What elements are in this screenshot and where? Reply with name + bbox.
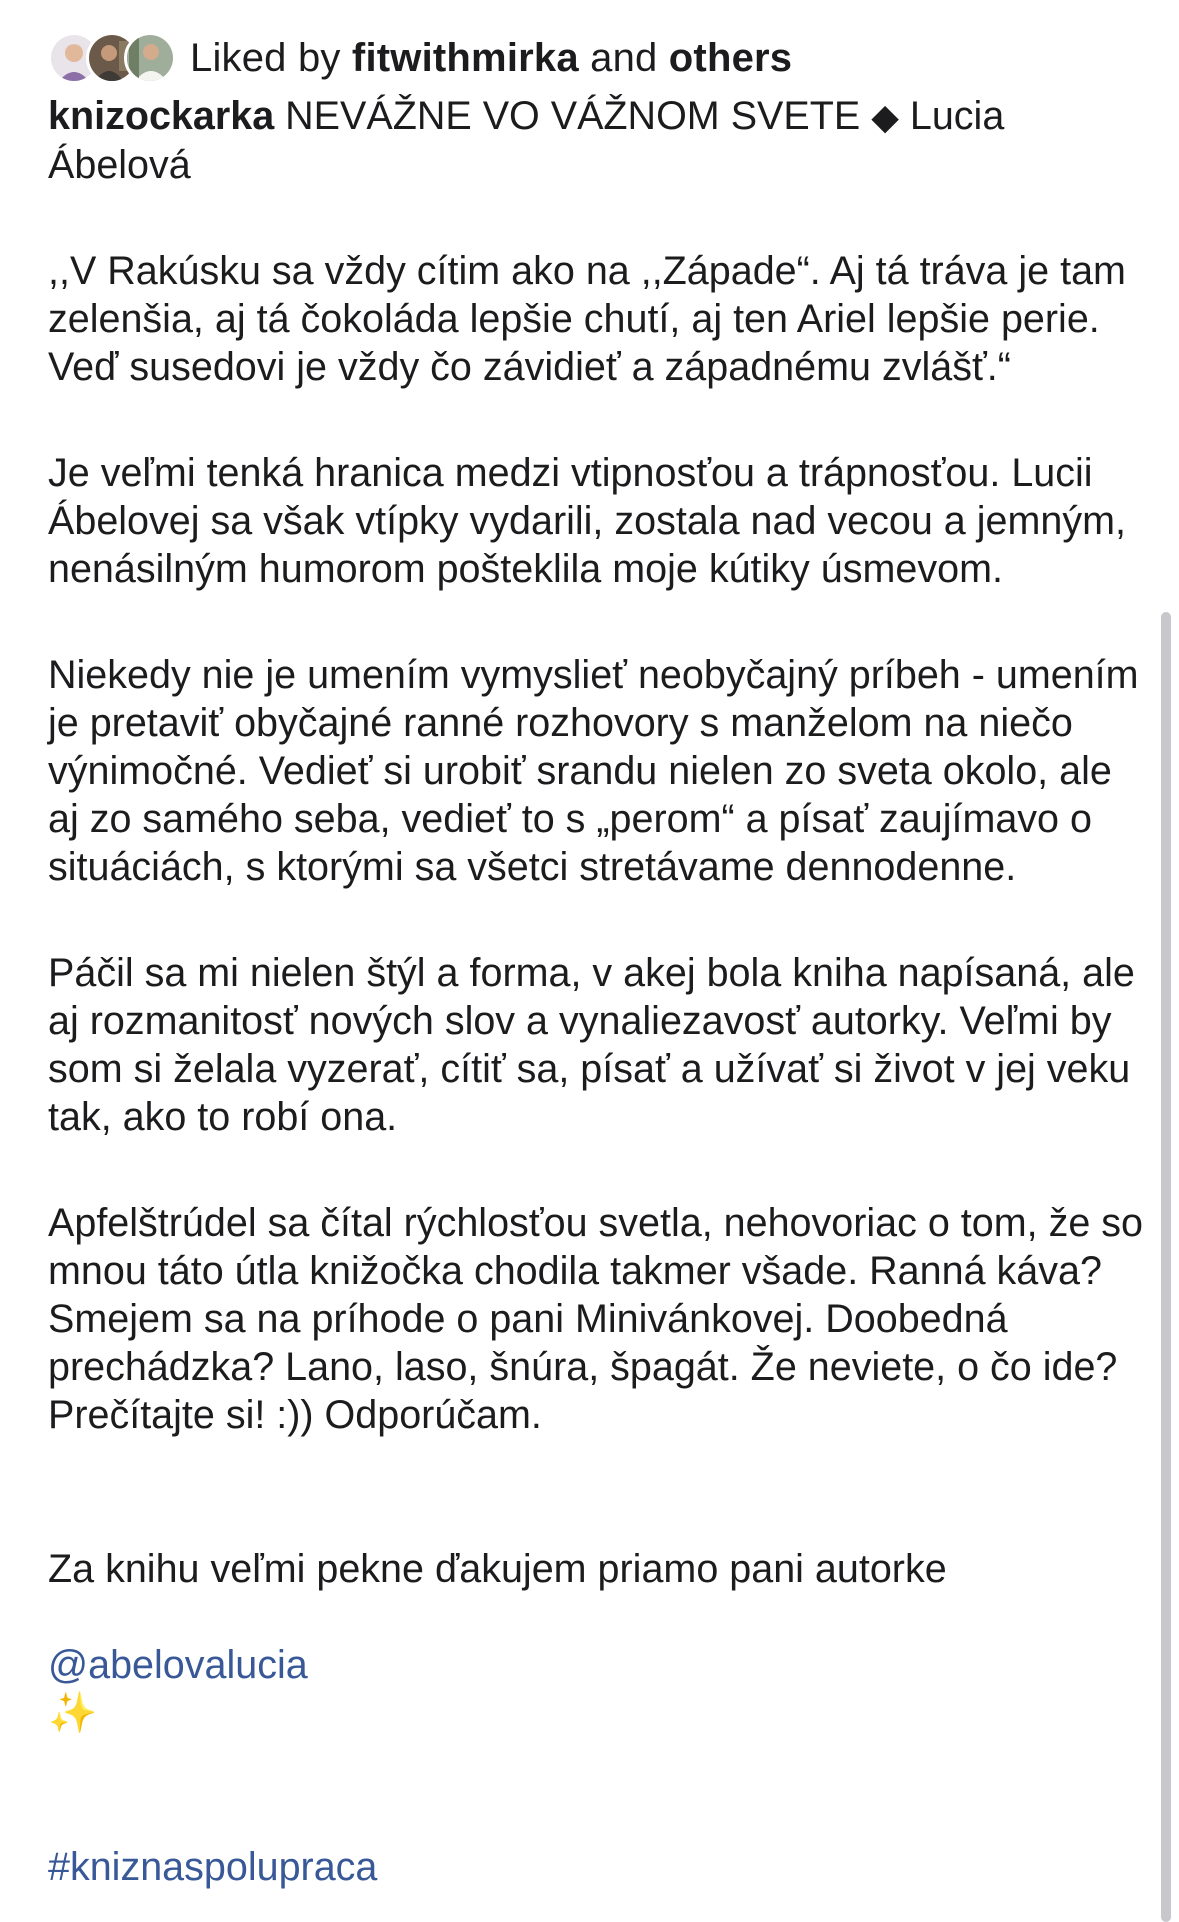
likes-summary[interactable]	[190, 36, 792, 81]
thanks-paragraph	[48, 1497, 1148, 1737]
caption-paragraph: Apfelštrúdel sa čítal rýchlosťou svetla, nehovoriac o tom, že so mnou táto útla knižočka chodila takmer všade. Ranná káva? Smejem sa na príhode o pani Minivánkovej. Doobedná prechádzka? Lano, laso, šnúra, špagát. Že neviete, o čo ide? Prečítajte si! :)) Odporúčam.	[48, 1201, 1144, 1437]
caption-username[interactable]: knizockarka	[48, 94, 275, 138]
post-caption	[48, 92, 1148, 1891]
hashtag-paragraph	[48, 1795, 1148, 1891]
likes-prefix: Liked by	[190, 35, 341, 80]
liker-username[interactable]: fitwithmirka	[351, 35, 579, 80]
caption-paragraph: Páčil sa mi nielen štýl a forma, v akej bola kniha napísaná, ale aj rozmanitosť nových slov a vynaliezavosť autorky. Veľmi by som si želala vyzerať, cítiť sa, písať a užívať si život v jej veku tak, ako to robí ona.	[48, 951, 1135, 1139]
thanks-text: Za knihu veľmi pekne ďakujem priamo pani autorke	[48, 1547, 947, 1591]
hashtag-link[interactable]: #kniznaspolupraca	[48, 1845, 378, 1889]
book-title: NEVÁŽNE VO VÁŽNOM SVETE	[285, 94, 861, 138]
likes-others[interactable]: others	[668, 35, 793, 80]
caption-header	[48, 92, 1148, 189]
mention-link[interactable]: @abelovalucia	[48, 1643, 308, 1687]
diamond-icon: ◆	[871, 96, 899, 137]
caption-paragraph: Je veľmi tenká hranica medzi vtipnosťou a trápnosťou. Lucii Ábelovej sa však vtípky vydarili, zostala nad vecou a jemným, nenásilným humorom pošteklila moje kútiky úsmevom.	[48, 451, 1126, 591]
likes-row[interactable]	[48, 28, 792, 88]
liker-avatars[interactable]	[48, 32, 176, 84]
avatar[interactable]	[124, 32, 176, 84]
caption-paragraph: ,,V Rakúsku sa vždy cítim ako na ,,Západe“. Aj tá tráva je tam zelenšia, aj tá čokoláda lepšie chutí, aj ten Ariel lepšie perie. Veď susedovi je vždy čo závidieť a západnému zvlášť.“	[48, 249, 1126, 389]
book-author: Lucia Ábelová	[48, 94, 1005, 187]
likes-and: and	[590, 35, 658, 80]
sparkles-icon: ✨	[48, 1691, 98, 1735]
avatar-image	[127, 35, 173, 81]
caption-paragraph: Niekedy nie je umením vymyslieť neobyčajný príbeh - umením je pretaviť obyčajné ranné rozhovory s manželom na niečo výnimočné. Vedieť si urobiť srandu nielen zo sveta okolo, ale aj zo samého seba, vedieť to s „perom“ a písať zaujímavo o situáciách, s ktorými sa všetci stretávame dennodenne.	[48, 653, 1139, 889]
scrollbar[interactable]	[1161, 612, 1171, 1922]
